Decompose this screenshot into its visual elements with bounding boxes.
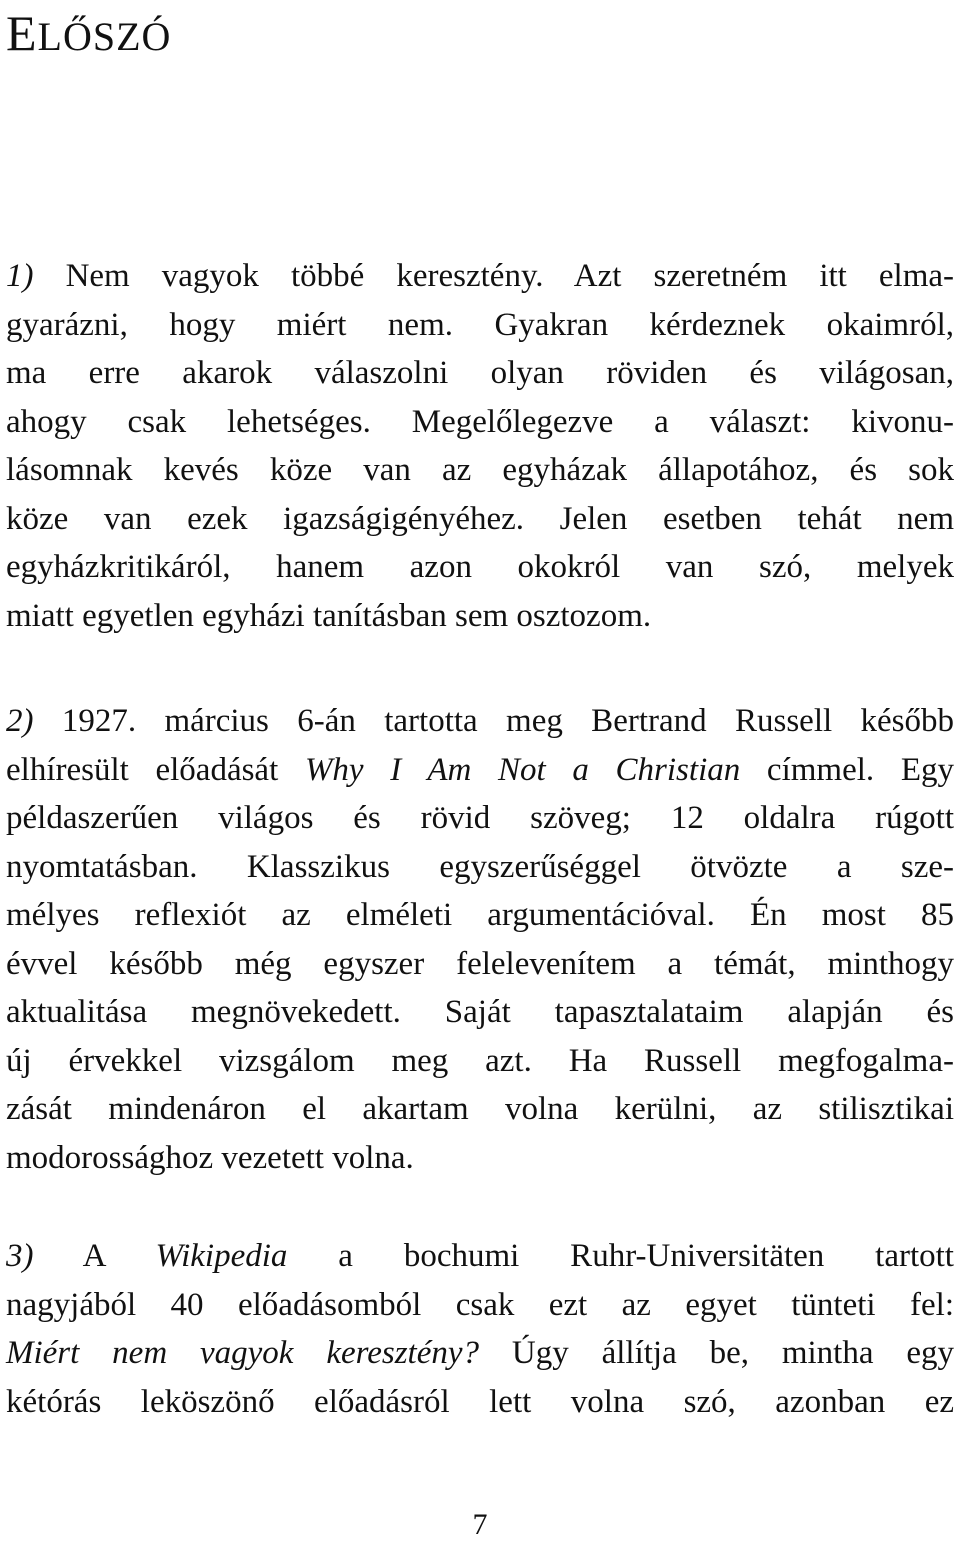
- paragraph-1-line: lásomnak kevés köze van az egyházak állapotához, és sok: [6, 452, 954, 488]
- paragraph-1: [6, 252, 954, 640]
- chapter-title-initial: E: [6, 5, 38, 61]
- chapter-title-rest: LŐSZÓ: [37, 14, 172, 59]
- wikipedia-italic: Wikipedia: [155, 1238, 288, 1274]
- paragraph-1-line: [6, 252, 954, 301]
- paragraph-3: [6, 1232, 954, 1426]
- paragraph-3-line: [6, 1232, 954, 1281]
- paragraph-3-line: [6, 1329, 954, 1378]
- paragraph-3-line: kétórás leköszönő előadásról lett volna szó, azonban ez: [6, 1383, 954, 1420]
- paragraph-number: 2): [6, 703, 34, 739]
- line-text: elhíresült előadását: [6, 751, 305, 788]
- line-text: A: [82, 1238, 156, 1274]
- paragraph-2-line: aktualitása megnövekedett. Saját tapasztalataim alapján és: [6, 994, 954, 1030]
- paragraph-2-line: [6, 697, 954, 746]
- paragraph-2-line: évvel később még egyszer felelevenítem a témát, minthogy: [6, 945, 954, 982]
- paragraph-1-line: ahogy csak lehetséges. Megelőlegezve a választ: kivonu-: [6, 403, 954, 440]
- lecture-title-italic: Miért nem vagyok keresztény?: [6, 1335, 480, 1371]
- paragraph-1-line: ma erre akarok válaszolni olyan röviden és világosan,: [6, 355, 954, 391]
- paragraph-number: 3): [6, 1238, 34, 1274]
- line-text: Nem vagyok többé keresztény. Azt szeretném itt elma-: [65, 258, 954, 294]
- line-text: címmel. Egy: [740, 751, 954, 788]
- chapter-title: [6, 2, 171, 68]
- paragraph-2-line: zását mindenáron el akartam volna kerülni, az stilisztikai: [6, 1091, 954, 1127]
- line-text: Úgy állítja be, mintha egy: [479, 1335, 954, 1371]
- paragraph-1-line: miatt egyetlen egyházi tanításban sem osztozom.: [6, 597, 652, 634]
- paragraph-1-line: köze van ezek igazságigényéhez. Jelen esetben tehát nem: [6, 500, 954, 537]
- line-text: 1927. március 6-án tartotta meg Bertrand Russell később: [61, 703, 954, 739]
- paragraph-2-line: nyomtatásban. Klasszikus egyszerűséggel ötvözte a sze-: [6, 848, 954, 885]
- paragraph-number: 1): [6, 258, 34, 294]
- paragraph-2-line: modorossághoz vezetett volna.: [6, 1139, 414, 1176]
- paragraph-2-line: példaszerűen világos és rövid szöveg; 12 oldalra rúgott: [6, 800, 954, 836]
- paragraph-1-line: gyarázni, hogy miért nem. Gyakran kérdeznek okaimról,: [6, 306, 954, 343]
- paragraph-3-line: nagyjából 40 előadásomból csak ezt az egyet tünteti fel:: [6, 1286, 954, 1323]
- paragraph-2: [6, 697, 954, 1182]
- paragraph-1-line: egyházkritikáról, hanem azon okokról van szó, melyek: [6, 549, 954, 585]
- lecture-title-italic: Why I Am Not a Christian: [304, 751, 741, 788]
- paragraph-2-line: [6, 746, 954, 795]
- paragraph-2-line: mélyes reflexiót az elméleti argumentációval. Én most 85: [6, 897, 954, 933]
- page-number: 7: [472, 1508, 488, 1541]
- line-text: a bochumi Ruhr-Universitäten tartott: [287, 1238, 954, 1274]
- paragraph-2-line: új érvekkel vizsgálom meg azt. Ha Russell megfogalma-: [6, 1042, 954, 1079]
